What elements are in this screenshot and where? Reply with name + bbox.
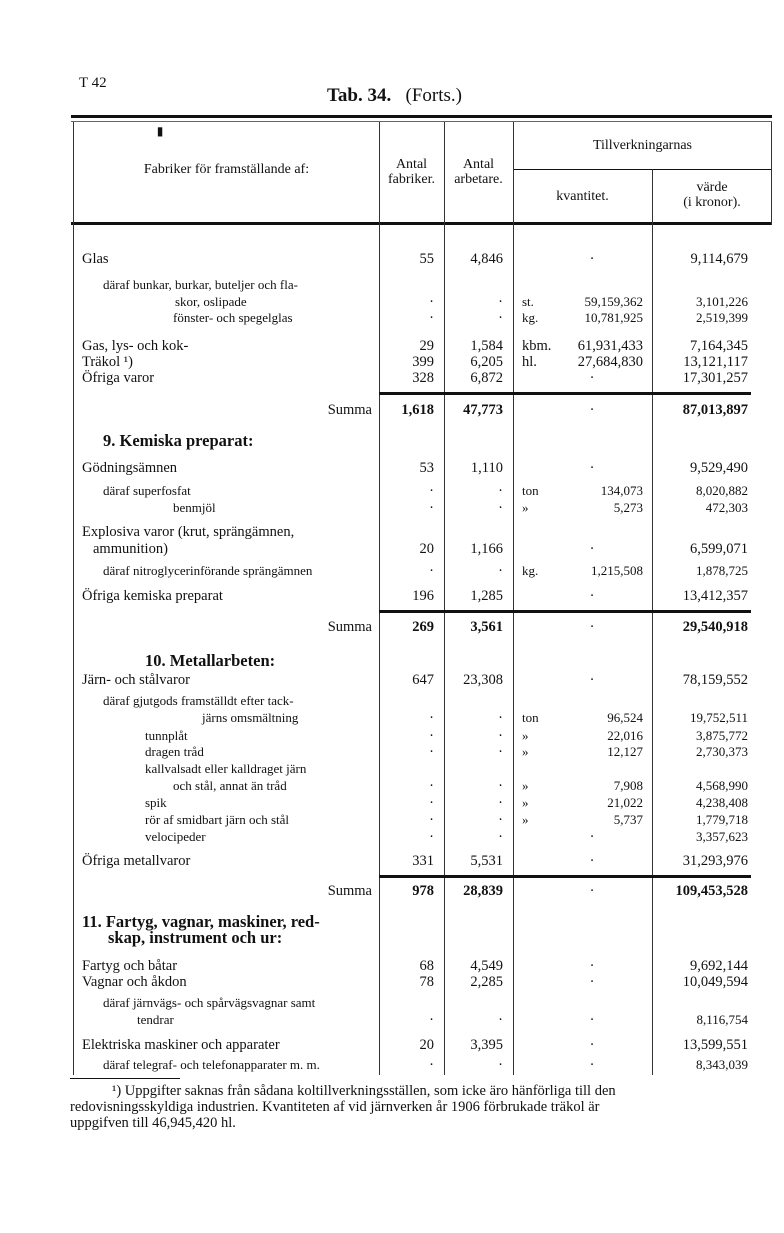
row-label: Öfriga kemiska preparat bbox=[82, 588, 223, 604]
header-kvantitet: kvantitet. bbox=[556, 189, 609, 204]
antal-arbetare-cell: 1,166 bbox=[470, 541, 503, 557]
antal-fabriker-cell: 328 bbox=[412, 370, 434, 386]
antal-fabriker-cell: 978 bbox=[412, 883, 434, 899]
antal-arbetare-cell: · bbox=[498, 778, 503, 794]
header-val-line: värde bbox=[696, 180, 728, 195]
varde-cell: 17,301,257 bbox=[682, 370, 748, 386]
varde-cell: 87,013,897 bbox=[682, 402, 748, 418]
dot-leader bbox=[182, 460, 372, 476]
antal-fabriker-cell: 269 bbox=[412, 619, 434, 635]
dot-leader bbox=[204, 728, 372, 744]
varde-cell: 31,293,976 bbox=[682, 853, 748, 869]
kvantitet-cell: · bbox=[589, 588, 595, 604]
kvantitet-cell: · bbox=[589, 370, 595, 386]
varde-cell: 2,730,373 bbox=[696, 744, 748, 759]
antal-arbetare-cell: · bbox=[498, 563, 503, 579]
dot-leader bbox=[273, 294, 372, 310]
antal-fabriker-cell: · bbox=[429, 744, 434, 760]
kvantitet-cell: 134,073 bbox=[600, 483, 643, 498]
unit-cell: ton bbox=[522, 483, 539, 498]
antal-arbetare-cell: 4,846 bbox=[470, 251, 503, 267]
section-heading: skap, instrument och ur: bbox=[108, 928, 283, 947]
header-fab-line: fabriker. bbox=[387, 172, 436, 187]
antal-arbetare-cell: 5,531 bbox=[470, 853, 503, 869]
dot-leader bbox=[204, 974, 372, 990]
summa-rule bbox=[379, 875, 751, 878]
varde-cell: 109,453,528 bbox=[675, 883, 748, 899]
row-label: fönster- och spegelglas bbox=[173, 310, 293, 325]
varde-cell: 7,164,345 bbox=[690, 338, 748, 354]
antal-arbetare-cell: 1,110 bbox=[470, 460, 503, 476]
kvantitet-cell: · bbox=[589, 1012, 595, 1028]
row-label: kallvalsadt eller kalldraget järn bbox=[145, 761, 307, 776]
dot-leader bbox=[226, 500, 372, 516]
dot-leader bbox=[218, 338, 372, 354]
footnote bbox=[70, 1083, 762, 1131]
antal-arbetare-cell: · bbox=[498, 829, 503, 845]
unit-cell: » bbox=[522, 500, 529, 515]
row-label: Öfriga metallvaror bbox=[82, 853, 191, 869]
varde-cell: 8,020,882 bbox=[696, 483, 748, 498]
kvantitet-cell: 27,684,830 bbox=[577, 354, 643, 370]
antal-fabriker-cell: 55 bbox=[419, 251, 434, 267]
dot-leader bbox=[190, 1012, 372, 1028]
row-label: däraf telegraf- och telefonapparater m. m. bbox=[103, 1057, 320, 1072]
dot-leader bbox=[328, 778, 372, 794]
header-top-rule bbox=[71, 115, 772, 118]
antal-fabriker-cell: 78 bbox=[419, 974, 434, 990]
summa-label: Summa bbox=[327, 619, 372, 635]
dot-leader bbox=[179, 541, 372, 557]
antal-fabriker-cell: · bbox=[429, 1057, 434, 1073]
kvantitet-cell: · bbox=[589, 1057, 595, 1073]
unit-cell: » bbox=[522, 778, 529, 793]
summa-label: Summa bbox=[327, 883, 372, 899]
unit-cell: kg. bbox=[522, 310, 539, 325]
antal-fabriker-cell: 196 bbox=[412, 588, 434, 604]
kvantitet-cell: · bbox=[589, 1037, 595, 1053]
antal-arbetare-cell: · bbox=[498, 1012, 503, 1028]
antal-fabriker-cell: 53 bbox=[419, 460, 434, 476]
row-label: däraf nitroglycerinförande sprängämnen bbox=[103, 563, 313, 578]
header-val-line: (i kronor). bbox=[683, 195, 741, 210]
header-arb-line: Antal bbox=[462, 157, 495, 172]
varde-cell: 4,238,408 bbox=[696, 795, 748, 810]
header-fab-line: Antal bbox=[395, 157, 428, 172]
summa-label: Summa bbox=[327, 402, 372, 418]
kvantitet-cell: 21,022 bbox=[607, 795, 643, 810]
antal-arbetare-cell: 1,285 bbox=[470, 588, 503, 604]
kvantitet-cell: 5,273 bbox=[613, 500, 643, 515]
unit-cell: kbm. bbox=[522, 338, 552, 354]
row-label: däraf superfosfat bbox=[103, 483, 191, 498]
kvantitet-cell: · bbox=[589, 958, 595, 974]
row-label: Vagnar och åkdon bbox=[82, 974, 187, 990]
row-label: tendrar bbox=[137, 1012, 174, 1027]
antal-arbetare-cell: 6,205 bbox=[470, 354, 503, 370]
varde-cell: 13,412,357 bbox=[682, 588, 748, 604]
varde-cell: 9,692,144 bbox=[690, 958, 748, 974]
footnote-line: redovisningsskyldiga industrien. Kvantiteten af vid järnverken år 1906 förbrukade träkol är bbox=[70, 1099, 600, 1115]
kvantitet-cell: 10,781,925 bbox=[584, 310, 643, 325]
antal-fabriker-cell: · bbox=[429, 778, 434, 794]
table-title-sub: (Forts.) bbox=[405, 85, 462, 106]
varde-cell: 9,114,679 bbox=[690, 251, 748, 267]
antal-fabriker-cell: · bbox=[429, 1012, 434, 1028]
unit-cell: » bbox=[522, 744, 529, 759]
antal-arbetare-cell: 3,561 bbox=[470, 619, 503, 635]
antal-arbetare-cell: 28,839 bbox=[463, 883, 503, 899]
kvantitet-cell: · bbox=[589, 619, 595, 635]
section-heading: 10. Metallarbeten: bbox=[145, 651, 276, 670]
antal-arbetare-cell: 6,872 bbox=[470, 370, 503, 386]
header-antal-fabriker bbox=[379, 157, 444, 187]
row-label: spik bbox=[145, 795, 167, 810]
row-label: Elektriska maskiner och apparater bbox=[82, 1037, 280, 1053]
antal-arbetare-cell: · bbox=[498, 795, 503, 811]
antal-arbetare-cell: · bbox=[498, 710, 503, 726]
varde-cell: 1,779,718 bbox=[696, 812, 748, 827]
varde-cell: 29,540,918 bbox=[682, 619, 748, 635]
antal-arbetare-cell: · bbox=[498, 812, 503, 828]
header-varde bbox=[652, 180, 772, 210]
row-label: ammunition) bbox=[93, 541, 168, 557]
kvantitet-cell: 5,737 bbox=[613, 812, 643, 827]
unit-cell: st. bbox=[522, 294, 534, 309]
header-top-thin-rule bbox=[71, 121, 772, 122]
dot-leader bbox=[253, 588, 372, 604]
kvantitet-cell: 96,524 bbox=[607, 710, 643, 725]
antal-arbetare-cell: · bbox=[498, 728, 503, 744]
kvantitet-cell: · bbox=[589, 829, 595, 845]
dot-leader bbox=[223, 829, 372, 845]
unit-cell: » bbox=[522, 728, 529, 743]
antal-arbetare-cell: · bbox=[498, 310, 503, 326]
footnote-line: ¹) Uppgifter saknas från sådana koltillverkningsställen, som icke äro hänförliga till den bbox=[112, 1083, 616, 1099]
row-label: däraf gjutgods framställdt efter tack- bbox=[103, 693, 294, 708]
varde-cell: 3,101,226 bbox=[696, 294, 748, 309]
varde-cell: 2,519,399 bbox=[696, 310, 748, 325]
table-title bbox=[327, 85, 462, 107]
antal-arbetare-cell: 3,395 bbox=[470, 1037, 503, 1053]
dot-leader bbox=[204, 958, 372, 974]
dot-leader bbox=[225, 672, 372, 688]
kvantitet-cell: 1,215,508 bbox=[591, 563, 643, 578]
unit-cell: kg. bbox=[522, 563, 539, 578]
antal-fabriker-cell: · bbox=[429, 310, 434, 326]
footnote-line: uppgifven till 46,945,420 hl. bbox=[70, 1115, 236, 1131]
dot-leader bbox=[175, 370, 372, 386]
antal-fabriker-cell: · bbox=[429, 812, 434, 828]
row-label: rör af smidbart järn och stål bbox=[145, 812, 290, 827]
header-mark: ▮ bbox=[156, 124, 164, 138]
antal-arbetare-cell: 23,308 bbox=[463, 672, 503, 688]
summa-rule bbox=[379, 610, 751, 613]
varde-cell: 4,568,990 bbox=[696, 778, 748, 793]
row-label: och stål, annat än tråd bbox=[173, 778, 287, 793]
antal-fabriker-cell: 20 bbox=[419, 541, 434, 557]
antal-fabriker-cell: 331 bbox=[412, 853, 434, 869]
antal-fabriker-cell: 1,618 bbox=[401, 402, 434, 418]
antal-fabriker-cell: · bbox=[429, 294, 434, 310]
antal-fabriker-cell: · bbox=[429, 483, 434, 499]
antal-fabriker-cell: · bbox=[429, 795, 434, 811]
antal-arbetare-cell: · bbox=[498, 1057, 503, 1073]
row-label: Fartyg och båtar bbox=[82, 958, 178, 974]
varde-cell: 13,599,551 bbox=[682, 1037, 748, 1053]
header-tillverkningarnas: Tillverkningarnas bbox=[592, 138, 693, 153]
varde-cell: 78,159,552 bbox=[682, 672, 748, 688]
dot-leader bbox=[154, 354, 372, 370]
dot-leader bbox=[339, 812, 372, 828]
varde-cell: 3,357,623 bbox=[696, 829, 748, 844]
page-number: T 42 bbox=[79, 75, 107, 91]
varde-cell: 472,303 bbox=[705, 500, 748, 515]
kvantitet-cell: · bbox=[589, 672, 595, 688]
varde-cell: 13,121,117 bbox=[683, 354, 748, 370]
row-label: velocipeder bbox=[145, 829, 206, 844]
kvantitet-cell: · bbox=[589, 402, 595, 418]
kvantitet-cell: 61,931,433 bbox=[577, 338, 643, 354]
kvantitet-cell: · bbox=[589, 460, 595, 476]
dot-leader bbox=[220, 483, 372, 499]
left-border bbox=[73, 122, 74, 1075]
antal-fabriker-cell: 20 bbox=[419, 1037, 434, 1053]
dot-leader bbox=[118, 251, 372, 267]
antal-fabriker-cell: 29 bbox=[419, 338, 434, 354]
varde-cell: 19,752,511 bbox=[689, 710, 748, 725]
antal-fabriker-cell: 399 bbox=[412, 354, 434, 370]
antal-fabriker-cell: · bbox=[429, 563, 434, 579]
antal-arbetare-cell: 1,584 bbox=[470, 338, 503, 354]
kvantitet-cell: 7,908 bbox=[613, 778, 643, 793]
dot-leader bbox=[223, 744, 372, 760]
section-heading: 9. Kemiska preparat: bbox=[103, 431, 254, 450]
kvantitet-cell: 59,159,362 bbox=[584, 294, 643, 309]
dot-leader bbox=[328, 310, 372, 326]
antal-arbetare-cell: · bbox=[498, 294, 503, 310]
row-label: tunnplåt bbox=[145, 728, 188, 743]
kvantitet-cell: · bbox=[589, 541, 595, 557]
varde-cell: 10,049,594 bbox=[682, 974, 748, 990]
header-bottom-rule bbox=[71, 222, 772, 225]
row-label: Gödningsämnen bbox=[82, 460, 178, 476]
row-label: skor, oslipade bbox=[175, 294, 247, 309]
antal-arbetare-cell: 47,773 bbox=[463, 402, 503, 418]
dot-leader bbox=[319, 710, 372, 726]
header-label-column: Fabriker för framställande af: bbox=[143, 162, 310, 177]
antal-fabriker-cell: · bbox=[429, 728, 434, 744]
varde-cell: 6,599,071 bbox=[690, 541, 748, 557]
row-label: Gas, lys- och kok- bbox=[82, 338, 189, 354]
kvantitet-cell: · bbox=[589, 853, 595, 869]
dot-leader bbox=[179, 795, 372, 811]
footnote-rule bbox=[70, 1078, 180, 1079]
kvantitet-cell: · bbox=[589, 251, 595, 267]
antal-arbetare-cell: · bbox=[498, 500, 503, 516]
kvantitet-cell: · bbox=[589, 974, 595, 990]
varde-cell: 3,875,772 bbox=[696, 728, 748, 743]
varde-cell: 1,878,725 bbox=[696, 563, 748, 578]
varde-cell: 9,529,490 bbox=[690, 460, 748, 476]
kvantitet-cell: · bbox=[589, 883, 595, 899]
row-label: järns omsmältning bbox=[202, 710, 299, 725]
row-label: benmjöl bbox=[173, 500, 216, 515]
kvantitet-cell: 22,016 bbox=[607, 728, 643, 743]
antal-fabriker-cell: · bbox=[429, 829, 434, 845]
antal-fabriker-cell: · bbox=[429, 500, 434, 516]
row-label: Explosiva varor (krut, sprängämnen, bbox=[82, 524, 295, 540]
unit-cell: hl. bbox=[522, 354, 537, 370]
antal-fabriker-cell: 68 bbox=[419, 958, 434, 974]
antal-arbetare-cell: 2,285 bbox=[470, 974, 503, 990]
antal-fabriker-cell: 647 bbox=[412, 672, 434, 688]
antal-arbetare-cell: · bbox=[498, 483, 503, 499]
dot-leader bbox=[324, 1037, 372, 1053]
row-label: dragen tråd bbox=[145, 744, 204, 759]
unit-cell: » bbox=[522, 812, 529, 827]
antal-arbetare-cell: · bbox=[498, 744, 503, 760]
row-label: Öfriga varor bbox=[82, 370, 155, 386]
unit-cell: » bbox=[522, 795, 529, 810]
row-label: Glas bbox=[82, 251, 109, 267]
group-header-rule bbox=[513, 169, 772, 170]
summa-rule bbox=[379, 392, 751, 395]
antal-arbetare-cell: 4,549 bbox=[470, 958, 503, 974]
varde-cell: 8,343,039 bbox=[696, 1057, 748, 1072]
row-label: Träkol ¹) bbox=[82, 354, 133, 370]
section-heading: 11. Fartyg, vagnar, maskiner, red- bbox=[82, 912, 320, 931]
unit-cell: ton bbox=[522, 710, 539, 725]
varde-cell: 8,116,754 bbox=[696, 1012, 748, 1027]
header-arb-line: arbetare. bbox=[454, 172, 503, 187]
table-title-main: Tab. 34. bbox=[327, 85, 392, 106]
row-label: däraf järnvägs- och spårvägsvagnar samt bbox=[103, 995, 316, 1010]
dot-leader bbox=[218, 853, 372, 869]
row-label: däraf bunkar, burkar, buteljer och fla- bbox=[103, 277, 298, 292]
antal-fabriker-cell: · bbox=[429, 710, 434, 726]
header-antal-arbetare bbox=[444, 157, 513, 187]
kvantitet-cell: 12,127 bbox=[607, 744, 643, 759]
row-label: Järn- och stålvaror bbox=[82, 672, 190, 688]
